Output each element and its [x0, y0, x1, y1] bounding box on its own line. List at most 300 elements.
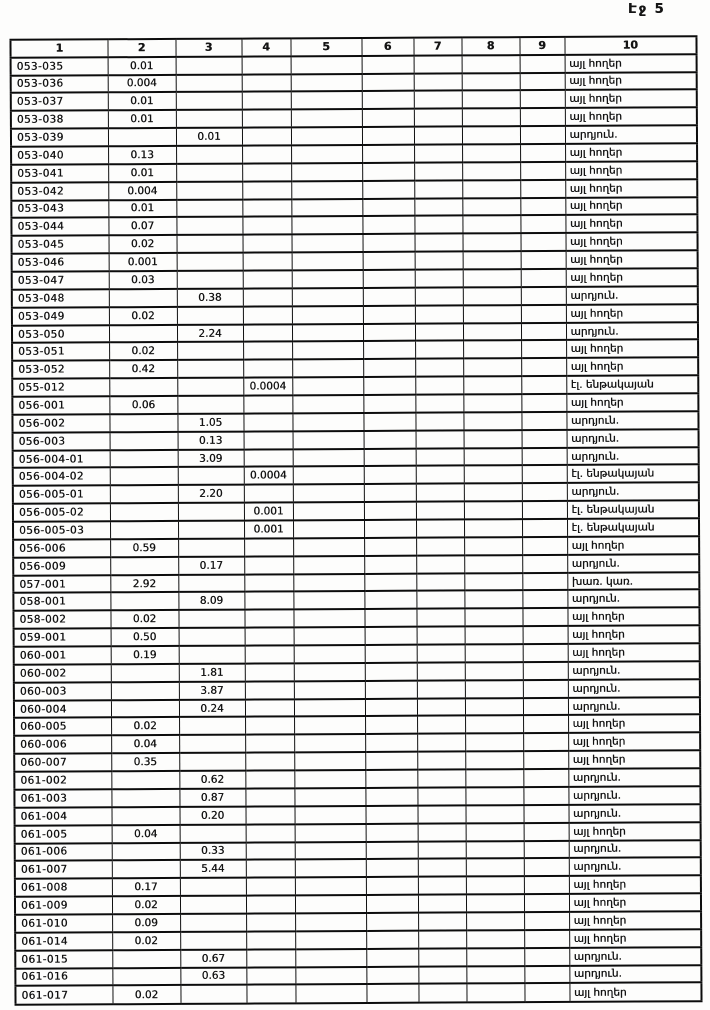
- table-cell: [362, 180, 414, 198]
- table-cell: [246, 931, 295, 949]
- table-cell: [177, 342, 243, 360]
- table-cell: [245, 806, 294, 824]
- table-cell: [293, 609, 364, 627]
- table-cell: [362, 91, 414, 109]
- table-cell: [414, 91, 462, 109]
- table-cell: 0.87: [179, 789, 245, 807]
- table-cell: [180, 914, 246, 932]
- table-cell: [524, 858, 569, 876]
- table-cell: [293, 574, 364, 592]
- table-cell: 0.02: [112, 932, 180, 950]
- table-cell: [362, 127, 414, 145]
- table-cell: [365, 805, 417, 823]
- table-cell: [466, 966, 524, 984]
- table-cell: [524, 823, 569, 841]
- table-cell: [416, 502, 464, 520]
- table-cell: [176, 146, 242, 164]
- table-cell: [521, 322, 566, 340]
- table-cell: [522, 573, 567, 591]
- table-cell: [364, 573, 416, 591]
- table-cell: այլ հողեր: [568, 643, 700, 662]
- table-cell: [363, 377, 415, 395]
- table-cell: [246, 913, 295, 931]
- table-cell: 0.13: [108, 146, 176, 164]
- table-cell: [293, 431, 364, 449]
- table-cell: [464, 519, 522, 537]
- table-cell: արդյուն.: [567, 429, 699, 448]
- table-cell: արդյուն.: [568, 661, 700, 680]
- table-cell: [520, 197, 565, 215]
- table-cell: [362, 198, 414, 216]
- table-cell: 0.06: [109, 396, 177, 414]
- table-cell: [366, 930, 418, 948]
- table-cell: [363, 252, 415, 270]
- table-cell: [524, 930, 569, 948]
- table-cell: [414, 144, 462, 162]
- table-cell: [292, 252, 363, 270]
- table-cell: այլ հողեր: [566, 340, 698, 359]
- table-cell: էլ. ենթակայան: [567, 518, 699, 537]
- table-cell: 0.09: [112, 914, 180, 932]
- table-cell: այլ հողեր: [565, 143, 697, 162]
- table-cell: [242, 127, 291, 145]
- table-cell: [462, 198, 520, 216]
- table-cell: [522, 465, 567, 483]
- table-cell: [109, 289, 177, 307]
- table-cell: 0.02: [109, 342, 177, 360]
- table-cell: 0.01: [108, 164, 176, 182]
- table-column-header: 9: [519, 37, 564, 55]
- table-cell: [466, 930, 524, 948]
- table-cell: [417, 680, 465, 698]
- table-cell: [466, 948, 524, 966]
- table-cell: [242, 74, 291, 92]
- table-cell: [414, 73, 462, 91]
- table-cell: [246, 824, 295, 842]
- table-cell: [246, 949, 295, 967]
- table-cell: 0.67: [180, 949, 246, 967]
- table-cell: [365, 734, 417, 752]
- table-cell: այլ հողեր: [569, 911, 701, 930]
- table-cell: [417, 627, 465, 645]
- table-cell: 0.004: [108, 74, 176, 92]
- table-cell: [462, 233, 520, 251]
- table-cell: [176, 163, 242, 181]
- table-cell: [365, 770, 417, 788]
- table-cell: [177, 253, 243, 271]
- table-cell: [523, 662, 568, 680]
- table-cell: [415, 269, 463, 287]
- table-cell: 3.09: [178, 449, 244, 467]
- table-cell: [176, 56, 242, 74]
- table-cell: [362, 55, 414, 73]
- table-cell: [416, 484, 464, 502]
- table-column-header: 8: [461, 37, 519, 55]
- table-cell: [294, 752, 365, 770]
- table-cell: [177, 235, 243, 253]
- table-cell: 056-002: [12, 414, 109, 432]
- table-cell: այլ հողեր: [567, 536, 699, 555]
- table-cell: 1.81: [179, 663, 245, 681]
- table-cell: խառ. կառ.: [567, 572, 699, 591]
- table-cell: 0.02: [109, 235, 177, 253]
- table-cell: 0.01: [108, 92, 176, 110]
- table-cell: [294, 681, 365, 699]
- table-cell: [465, 698, 523, 716]
- table-cell: [292, 288, 363, 306]
- table-cell: [245, 645, 294, 663]
- table-cell: 0.04: [111, 735, 179, 753]
- table-cell: [293, 449, 364, 467]
- table-cell: [462, 162, 520, 180]
- table-cell: այլ հողեր: [565, 90, 697, 109]
- table-cell: 061-008: [15, 879, 112, 897]
- table-cell: 060-004: [14, 700, 111, 718]
- table-cell: [365, 716, 417, 734]
- table-cell: արդյուն.: [569, 858, 701, 877]
- table-cell: [244, 610, 293, 628]
- table-cell: 060-001: [14, 646, 111, 664]
- table-cell: [465, 805, 523, 823]
- table-cell: [176, 74, 242, 92]
- table-cell: [244, 449, 293, 467]
- table-cell: [364, 538, 416, 556]
- table-cell: արդյուն.: [569, 840, 701, 859]
- table-cell: [416, 591, 464, 609]
- table-cell: 061-015: [15, 950, 112, 968]
- table-cell: էլ. ենթակայան: [567, 465, 699, 484]
- table-cell: [521, 305, 566, 323]
- table-cell: 060-007: [14, 753, 111, 771]
- table-cell: [522, 447, 567, 465]
- table-cell: [462, 180, 520, 198]
- table-cell: [520, 215, 565, 233]
- table-cell: արդյուն.: [567, 447, 699, 466]
- table-cell: [291, 163, 362, 181]
- table-cell: 0.33: [180, 842, 246, 860]
- table-cell: [417, 769, 465, 787]
- table-cell: արդյուն.: [568, 679, 700, 698]
- table-cell: [417, 734, 465, 752]
- table-cell: 0.01: [108, 57, 176, 75]
- table-cell: [292, 359, 363, 377]
- table-cell: 0.01: [108, 110, 176, 128]
- table-cell: [176, 199, 242, 217]
- table-cell: [292, 395, 363, 413]
- table-cell: [176, 92, 242, 110]
- table-cell: [242, 217, 291, 235]
- table-cell: 060-002: [14, 664, 111, 682]
- table-cell: [417, 805, 465, 823]
- table-cell: 061-009: [15, 896, 112, 914]
- table-cell: [418, 841, 466, 859]
- table-cell: [111, 807, 179, 825]
- table-cell: [414, 127, 462, 145]
- table-cell: արդյուն.: [567, 554, 699, 573]
- table-cell: [243, 324, 292, 342]
- table-cell: [294, 627, 365, 645]
- table-column-header: 10: [564, 36, 696, 54]
- table-cell: [176, 217, 242, 235]
- table-cell: [245, 770, 294, 788]
- land-parcel-table: [9, 35, 702, 1006]
- table-cell: 0.02: [112, 896, 180, 914]
- table-cell: 053-050: [12, 325, 109, 343]
- table-cell: [243, 360, 292, 378]
- table-cell: [520, 180, 565, 198]
- table-cell: [523, 680, 568, 698]
- table-cell: [418, 859, 466, 877]
- table-cell: 056-006: [13, 539, 110, 557]
- table-cell: [295, 984, 366, 1003]
- table-cell: [294, 716, 365, 734]
- table-cell: [465, 787, 523, 805]
- table-cell: [178, 610, 244, 628]
- table-cell: [463, 358, 521, 376]
- table-cell: [415, 412, 463, 430]
- table-cell: 0.19: [111, 646, 179, 664]
- table-cell: [466, 876, 524, 894]
- table-cell: [363, 341, 415, 359]
- table-cell: 061-014: [15, 932, 112, 950]
- table-cell: 060-006: [14, 736, 111, 754]
- table-cell: 057-001: [13, 575, 110, 593]
- table-cell: 0.24: [179, 699, 245, 717]
- table-cell: [362, 216, 414, 234]
- table-cell: այլ հողեր: [565, 215, 697, 234]
- table-cell: 5.44: [180, 860, 246, 878]
- table-cell: [246, 878, 295, 896]
- table-cell: [523, 644, 568, 662]
- table-cell: [463, 287, 521, 305]
- table-cell: [244, 485, 293, 503]
- table-cell: [292, 341, 363, 359]
- table-cell: [178, 538, 244, 556]
- table-cell: [177, 360, 243, 378]
- table-cell: 0.20: [179, 806, 245, 824]
- table-cell: [362, 163, 414, 181]
- table-cell: 053-038: [11, 111, 108, 129]
- table-cell: [464, 608, 522, 626]
- table-cell: արդյուն.: [568, 697, 700, 716]
- table-cell: [524, 840, 569, 858]
- table-cell: [523, 787, 568, 805]
- table-cell: 0.38: [177, 288, 243, 306]
- table-cell: [364, 609, 416, 627]
- table-cell: [245, 663, 294, 681]
- table-cell: [243, 342, 292, 360]
- table-cell: [112, 860, 180, 878]
- table-cell: [462, 126, 520, 144]
- table-cell: 0.17: [112, 878, 180, 896]
- table-cell: 0.50: [111, 628, 179, 646]
- table-cell: [291, 145, 362, 163]
- table-cell: այլ հողեր: [566, 358, 698, 377]
- table-cell: [464, 591, 522, 609]
- table-cell: [418, 823, 466, 841]
- table-cell: [464, 448, 522, 466]
- table-cell: 0.02: [109, 307, 177, 325]
- table-cell: [110, 521, 178, 539]
- table-cell: [524, 876, 569, 894]
- table-cell: 053-042: [11, 182, 108, 200]
- table-cell: [521, 269, 566, 287]
- table-cell: [465, 680, 523, 698]
- table-cell: [293, 556, 364, 574]
- table-cell: [177, 271, 243, 289]
- table-cell: [245, 717, 294, 735]
- table-cell: [295, 824, 366, 842]
- table-cell: [293, 502, 364, 520]
- table-cell: [366, 859, 418, 877]
- table-cell: [524, 948, 569, 966]
- table-cell: [463, 341, 521, 359]
- table-cell: [523, 769, 568, 787]
- table-cell: [520, 162, 565, 180]
- table-cell: 056-005-02: [13, 503, 110, 521]
- table-cell: [366, 966, 418, 984]
- table-cell: [416, 537, 464, 555]
- table-cell: 053-037: [11, 93, 108, 111]
- table-cell: [364, 430, 416, 448]
- table-cell: [363, 305, 415, 323]
- table-cell: [464, 555, 522, 573]
- table-cell: [244, 538, 293, 556]
- table-cell: [363, 413, 415, 431]
- table-column-header: 6: [361, 38, 413, 56]
- table-cell: [110, 485, 178, 503]
- table-cell: 053-051: [12, 343, 109, 361]
- table-cell: այլ հողեր: [565, 54, 697, 73]
- table-cell: [366, 984, 418, 1003]
- table-cell: 0.004: [108, 182, 176, 200]
- table-cell: [109, 378, 177, 396]
- table-cell: այլ հողեր: [565, 161, 697, 180]
- table-cell: [414, 162, 462, 180]
- table-cell: [520, 90, 565, 108]
- table-cell: [415, 359, 463, 377]
- table-cell: արդյուն.: [568, 804, 700, 823]
- table-cell: [365, 627, 417, 645]
- table-cell: [521, 376, 566, 394]
- table-cell: [294, 788, 365, 806]
- table-cell: 0.001: [244, 503, 293, 521]
- table-cell: 056-005-03: [13, 521, 110, 539]
- table-cell: 053-047: [12, 271, 109, 289]
- table-cell: [462, 55, 520, 73]
- table-cell: 060-005: [14, 718, 111, 736]
- table-cell: [415, 234, 463, 252]
- table-cell: [523, 715, 568, 733]
- table-cell: [365, 752, 417, 770]
- table-cell: [463, 394, 521, 412]
- table-cell: [178, 521, 244, 539]
- table-cell: [362, 109, 414, 127]
- table-cell: [463, 269, 521, 287]
- table-cell: [464, 501, 522, 519]
- table-cell: [466, 858, 524, 876]
- table-cell: 0.59: [110, 539, 178, 557]
- table-cell: [242, 56, 291, 74]
- table-cell: [293, 466, 364, 484]
- table-cell: [363, 234, 415, 252]
- table-cell: 053-040: [11, 146, 108, 164]
- table-cell: այլ հողեր: [569, 983, 701, 1002]
- table-cell: [520, 72, 565, 90]
- table-cell: [295, 841, 366, 859]
- table-cell: [418, 877, 466, 895]
- table-cell: [520, 108, 565, 126]
- table-cell: [294, 699, 365, 717]
- table-cell: այլ հողեր: [566, 250, 698, 269]
- table-cell: [295, 895, 366, 913]
- table-cell: [465, 644, 523, 662]
- table-cell: [465, 769, 523, 787]
- table-cell: [415, 252, 463, 270]
- table-cell: [180, 878, 246, 896]
- table-cell: [520, 144, 565, 162]
- table-cell: [466, 841, 524, 859]
- table-cell: [244, 574, 293, 592]
- table-cell: [464, 573, 522, 591]
- table-cell: [522, 537, 567, 555]
- table-cell: [522, 430, 567, 448]
- table-cell: [179, 717, 245, 735]
- table-cell: [520, 55, 565, 73]
- table-cell: 0.02: [110, 610, 178, 628]
- table-cell: էլ. ենթակայան: [566, 375, 698, 394]
- table-cell: արդյուն.: [568, 786, 700, 805]
- table-cell: [176, 110, 242, 128]
- table-cell: [291, 74, 362, 92]
- table-cell: արդյուն.: [568, 768, 700, 787]
- table-cell: [521, 394, 566, 412]
- table-cell: [112, 842, 180, 860]
- table-cell: [244, 556, 293, 574]
- table-cell: [416, 430, 464, 448]
- table-cell: [294, 663, 365, 681]
- table-cell: 0.35: [111, 753, 179, 771]
- table-cell: [521, 251, 566, 269]
- table-cell: 061-006: [15, 843, 112, 861]
- table-cell: [246, 842, 295, 860]
- table-cell: [363, 288, 415, 306]
- table-column-header: 3: [175, 39, 241, 57]
- table-cell: [465, 662, 523, 680]
- table-cell: 0.02: [112, 985, 180, 1004]
- table-cell: էլ. ենթակայան: [567, 500, 699, 519]
- table-cell: 053-049: [12, 307, 109, 325]
- table-cell: 2.92: [110, 575, 178, 593]
- table-cell: [243, 235, 292, 253]
- table-cell: [108, 128, 176, 146]
- table-cell: [364, 502, 416, 520]
- table-cell: [523, 751, 568, 769]
- table-cell: [524, 912, 569, 930]
- table-cell: [246, 985, 295, 1004]
- table-cell: [180, 896, 246, 914]
- table-cell: [416, 466, 464, 484]
- table-cell: [242, 92, 291, 110]
- table-cell: 0.001: [109, 253, 177, 271]
- table-cell: 053-036: [11, 75, 108, 93]
- table-cell: [417, 787, 465, 805]
- table-cell: [179, 753, 245, 771]
- table-cell: [293, 484, 364, 502]
- table-cell: [292, 306, 363, 324]
- table-cell: [418, 895, 466, 913]
- table-cell: այլ հողեր: [568, 733, 700, 752]
